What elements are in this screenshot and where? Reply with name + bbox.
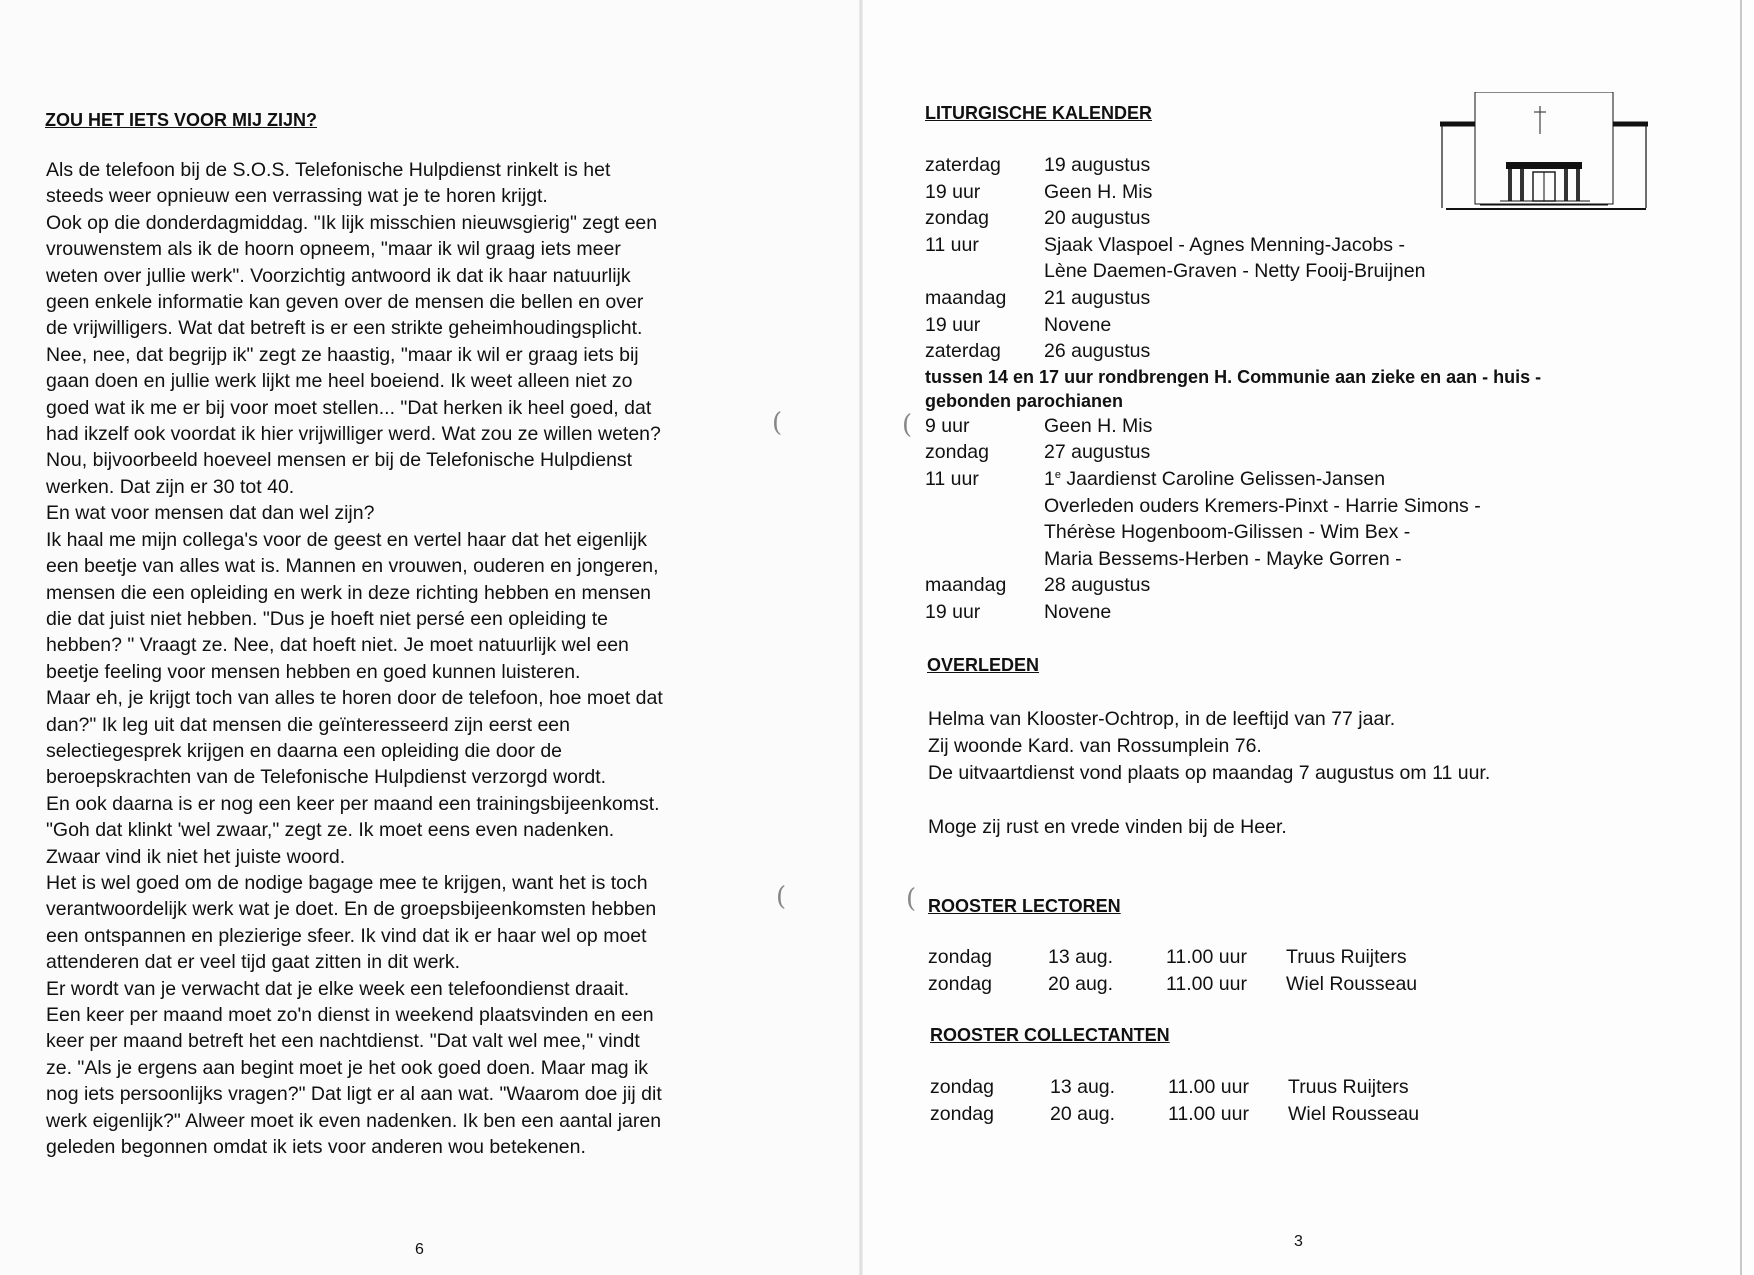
calendar-row <box>925 413 1541 440</box>
calendar-day: zondag <box>925 207 989 230</box>
article-line: mensen die een opleiding en werk in deze richting hebben en mensen <box>46 581 651 604</box>
calendar-day: maandag <box>925 286 1007 309</box>
jaardienst-number: 1 <box>1044 467 1055 490</box>
calendar-day <box>925 258 1044 285</box>
calendar-detail: Novene <box>1044 313 1112 336</box>
article-line: ze. "Als je ergens aan begint moet je het ook goed doen. Maar mag ik <box>46 1056 649 1079</box>
calendar-time: 11 uur <box>925 467 979 490</box>
calendar-day: zondag <box>925 441 989 464</box>
liturgical-calendar <box>925 152 1541 626</box>
article-line: werken. Dat zijn er 30 tot 40. <box>46 475 295 498</box>
calendar-day: 19 uur <box>925 180 981 203</box>
calendar-heading: LITURGISCHE KALENDER <box>925 103 1153 123</box>
overleden-heading: OVERLEDEN <box>927 655 1040 675</box>
article-line: werk eigenlijk?" Alweer moet ik even nadenken. Ik ben een aantal jaren <box>46 1109 662 1132</box>
scan-mark: ( <box>776 882 787 912</box>
schedule-row <box>930 1101 1419 1128</box>
article-line: keer per maand betreft het een nachtdienst. "Dat valt wel mee," vindt <box>46 1030 640 1053</box>
article-line: steeds weer opnieuw een verrassing wat je te horen krijgt. <box>46 185 548 208</box>
article-line: beroepskrachten van de Telefonische Hulpdienst verzorgd wordt. <box>46 766 607 789</box>
article-line: beetje feeling voor mensen hebben en goed kunnen luisteren. <box>46 660 581 683</box>
calendar-row <box>925 285 1541 312</box>
calendar-detail: Overleden ouders Kremers-Pinxt - Harrie Simons - <box>1044 494 1481 517</box>
schedule-date: 20 aug. <box>1050 1103 1116 1125</box>
calendar-day <box>925 493 1044 520</box>
schedule-day: zondag <box>930 1103 994 1125</box>
schedule-day: zondag <box>928 973 992 995</box>
scan-mark: ( <box>772 408 783 438</box>
calendar-detail: Novene <box>1044 600 1112 623</box>
article-line: attenderen dat er veel tijd gaat zitten in dit werk. <box>46 951 461 974</box>
article-line: nog iets persoonlijks vragen?" Dat ligt er al aan wat. "Waarom doe jij dit <box>46 1083 662 1106</box>
schedule-row <box>928 944 1417 971</box>
calendar-detail: 20 augustus <box>1044 207 1151 230</box>
calendar-detail: Geen H. Mis <box>1044 414 1153 437</box>
calendar-day: 11 uur <box>925 233 979 256</box>
overleden-line: Helma van Klooster-Ochtrop, in de leeftijd van 77 jaar. <box>928 708 1396 730</box>
calendar-detail <box>1044 466 1385 493</box>
schedule-time: 11.00 uur <box>1166 973 1247 995</box>
article-line: Ik haal me mijn collega's voor de geest en vertel haar dat het eigenlijk <box>46 528 647 551</box>
article-line: Ook op die donderdagmiddag. "Ik lijk misschien nieuwsgierig" zegt een <box>46 211 658 234</box>
article-line: hebben? " Vraagt ze. Nee, dat hoeft niet. Je moet natuurlijk wel een <box>46 634 629 657</box>
calendar-row <box>925 519 1541 546</box>
article-line: "Goh dat klinkt 'wel zwaar," zegt ze. Ik moet eens even nadenken. <box>46 819 615 842</box>
calendar-day: 9 uur <box>925 414 970 437</box>
calendar-day: zaterdag <box>925 154 1001 176</box>
calendar-row <box>925 258 1541 285</box>
article-line: vrouwenstem als ik de hoorn opneem, "maar ik wil graag iets meer <box>46 238 621 261</box>
jaardienst-suffix: e <box>1054 468 1061 481</box>
lectoren-heading: ROOSTER LECTOREN <box>928 896 1121 916</box>
article-line: Er wordt van je verwacht dat je elke week een telefoondienst draait. <box>46 977 630 1000</box>
article-line: een beetje van alles wat is. Mannen en vrouwen, ouderen en jongeren, <box>46 555 659 578</box>
schedule-time: 11.00 uur <box>1168 1103 1249 1125</box>
article-line: die dat juist niet hebben. "Dus je hoeft niet persé een opleiding te <box>46 607 608 630</box>
calendar-row <box>925 338 1541 365</box>
overleden-closing: Moge zij rust en vrede vinden bij de Heer. <box>928 816 1287 838</box>
jaardienst-text: Jaardienst Caroline Gelissen-Jansen <box>1060 467 1386 490</box>
article-line: geleden begonnen omdat ik iets voor anderen wou betekenen. <box>46 1136 586 1159</box>
calendar-day <box>925 519 1044 546</box>
calendar-detail: 28 augustus <box>1044 574 1151 597</box>
overleden-line: Zij woonde Kard. van Rossumplein 76. <box>928 735 1262 757</box>
article-line: Maar eh, je krijgt toch van alles te horen door de telefoon, hoe moet dat <box>46 687 663 710</box>
lectoren-table <box>928 944 1417 998</box>
calendar-row <box>925 439 1541 466</box>
schedule-name: Truus Ruijters <box>1286 946 1407 968</box>
calendar-detail: 27 augustus <box>1044 441 1151 464</box>
page-fold <box>859 0 863 1275</box>
page-number-right: 3 <box>1294 1233 1303 1250</box>
article-line: Het is wel goed om de nodige bagage mee te krijgen, want het is toch <box>46 871 648 894</box>
article-heading: ZOU HET IETS VOOR MIJ ZIJN? <box>45 110 318 130</box>
article-line: gaan doen en jullie werk lijkt me heel boeiend. Ik weet alleen niet zo <box>46 370 633 393</box>
article-line: verantwoordelijk werk wat je doet. En de groepsbijeenkomsten hebben <box>46 898 657 921</box>
article-line: Als de telefoon bij de S.O.S. Telefonische Hulpdienst rinkelt is het <box>46 159 611 181</box>
schedule-day: zondag <box>930 1076 994 1098</box>
calendar-day: 19 uur <box>925 600 981 623</box>
calendar-detail: 21 augustus <box>1044 286 1151 309</box>
calendar-detail: Lène Daemen-Graven - Netty Fooij-Bruijnen <box>1044 260 1426 283</box>
article-line: de vrijwilligers. Wat dat betreft is er een strikte geheimhoudingsplicht. <box>46 317 643 340</box>
calendar-row <box>925 493 1541 520</box>
calendar-day: 19 uur <box>925 313 981 336</box>
calendar-row <box>925 466 1541 493</box>
article-line: Nou, bijvoorbeeld hoeveel mensen er bij de Telefonische Hulpdienst <box>46 449 633 472</box>
calendar-row <box>925 179 1541 206</box>
schedule-row <box>928 971 1417 998</box>
overleden-line: De uitvaartdienst vond plaats op maandag 7 augustus om 11 uur. <box>928 762 1491 784</box>
calendar-detail: Geen H. Mis <box>1044 180 1153 203</box>
article-line: had ikzelf ook voordat ik hier vrijwilliger werd. Wat zou ze willen weten? <box>46 423 661 446</box>
calendar-row <box>925 152 1541 179</box>
calendar-row <box>925 312 1541 339</box>
schedule-row <box>930 1074 1419 1101</box>
scan-mark: ( <box>902 410 913 440</box>
communion-note: tussen 14 en 17 uur rondbrengen H. Communie aan zieke en aan - huis - <box>925 366 1542 387</box>
calendar-row <box>925 599 1541 626</box>
schedule-name: Truus Ruijters <box>1288 1076 1409 1098</box>
article-line: een ontspannen en plezierige sfeer. Ik vind dat ik er haar wel op moet <box>46 924 647 947</box>
calendar-detail: 26 augustus <box>1044 340 1151 363</box>
article-body <box>46 157 663 1160</box>
schedule-date: 13 aug. <box>1050 1076 1116 1098</box>
calendar-day <box>925 546 1044 573</box>
schedule-time: 11.00 uur <box>1168 1076 1249 1098</box>
article-line: Nee, nee, dat begrijp ik" zegt ze haastig, "maar ik wil er graag iets bij <box>46 343 639 366</box>
article-line: selectiegesprek krijgen en daarna een opleiding die door de <box>46 739 563 762</box>
article-line: En ook daarna is er nog een keer per maand een trainingsbijeenkomst. <box>46 792 660 815</box>
calendar-detail: 19 augustus <box>1044 154 1151 176</box>
calendar-detail: Sjaak Vlaspoel - Agnes Menning-Jacobs - <box>1044 233 1405 256</box>
schedule-date: 13 aug. <box>1048 946 1114 968</box>
schedule-date: 20 aug. <box>1048 973 1114 995</box>
page-number-left: 6 <box>415 1241 424 1258</box>
calendar-row <box>925 546 1541 573</box>
collectanten-heading: ROOSTER COLLECTANTEN <box>930 1025 1170 1045</box>
overleden-text <box>928 706 1490 787</box>
article-line: weten over jullie werk". Voorzichtig antwoord ik dat ik haar natuurlijk <box>46 264 631 287</box>
article-line: Een keer per maand moet zo'n dienst in weekend plaatsvinden en een <box>46 1004 654 1026</box>
article-line: geen enkele informatie kan geven over de mensen die bellen en over <box>46 291 644 314</box>
calendar-day: maandag <box>925 574 1007 597</box>
article-line: En wat voor mensen dat dan wel zijn? <box>46 502 375 525</box>
communion-note-cont: gebonden parochianen <box>925 390 1124 411</box>
calendar-row <box>925 572 1541 599</box>
page-edge <box>1740 0 1742 1275</box>
schedule-time: 11.00 uur <box>1166 946 1247 968</box>
article-line: Zwaar vind ik niet het juiste woord. <box>46 845 346 868</box>
schedule-name: Wiel Rousseau <box>1286 973 1418 995</box>
article-line: goed wat ik me er bij voor moet stellen... "Dat herken ik heel goed, dat <box>46 396 652 419</box>
article-line: dan?" Ik leg uit dat mensen die geïnteresseerd zijn eerst een <box>46 713 570 736</box>
schedule-day: zondag <box>928 946 992 968</box>
schedule-name: Wiel Rousseau <box>1288 1103 1420 1125</box>
calendar-detail: Thérèse Hogenboom-Gilissen - Wim Bex - <box>1044 521 1411 544</box>
calendar-row <box>925 205 1541 232</box>
collectanten-table <box>930 1074 1419 1128</box>
calendar-day: zaterdag <box>925 340 1001 363</box>
calendar-detail: Maria Bessems-Herben - Mayke Gorren - <box>1044 547 1402 570</box>
scan-mark: ( <box>906 884 917 914</box>
calendar-row <box>925 232 1541 259</box>
